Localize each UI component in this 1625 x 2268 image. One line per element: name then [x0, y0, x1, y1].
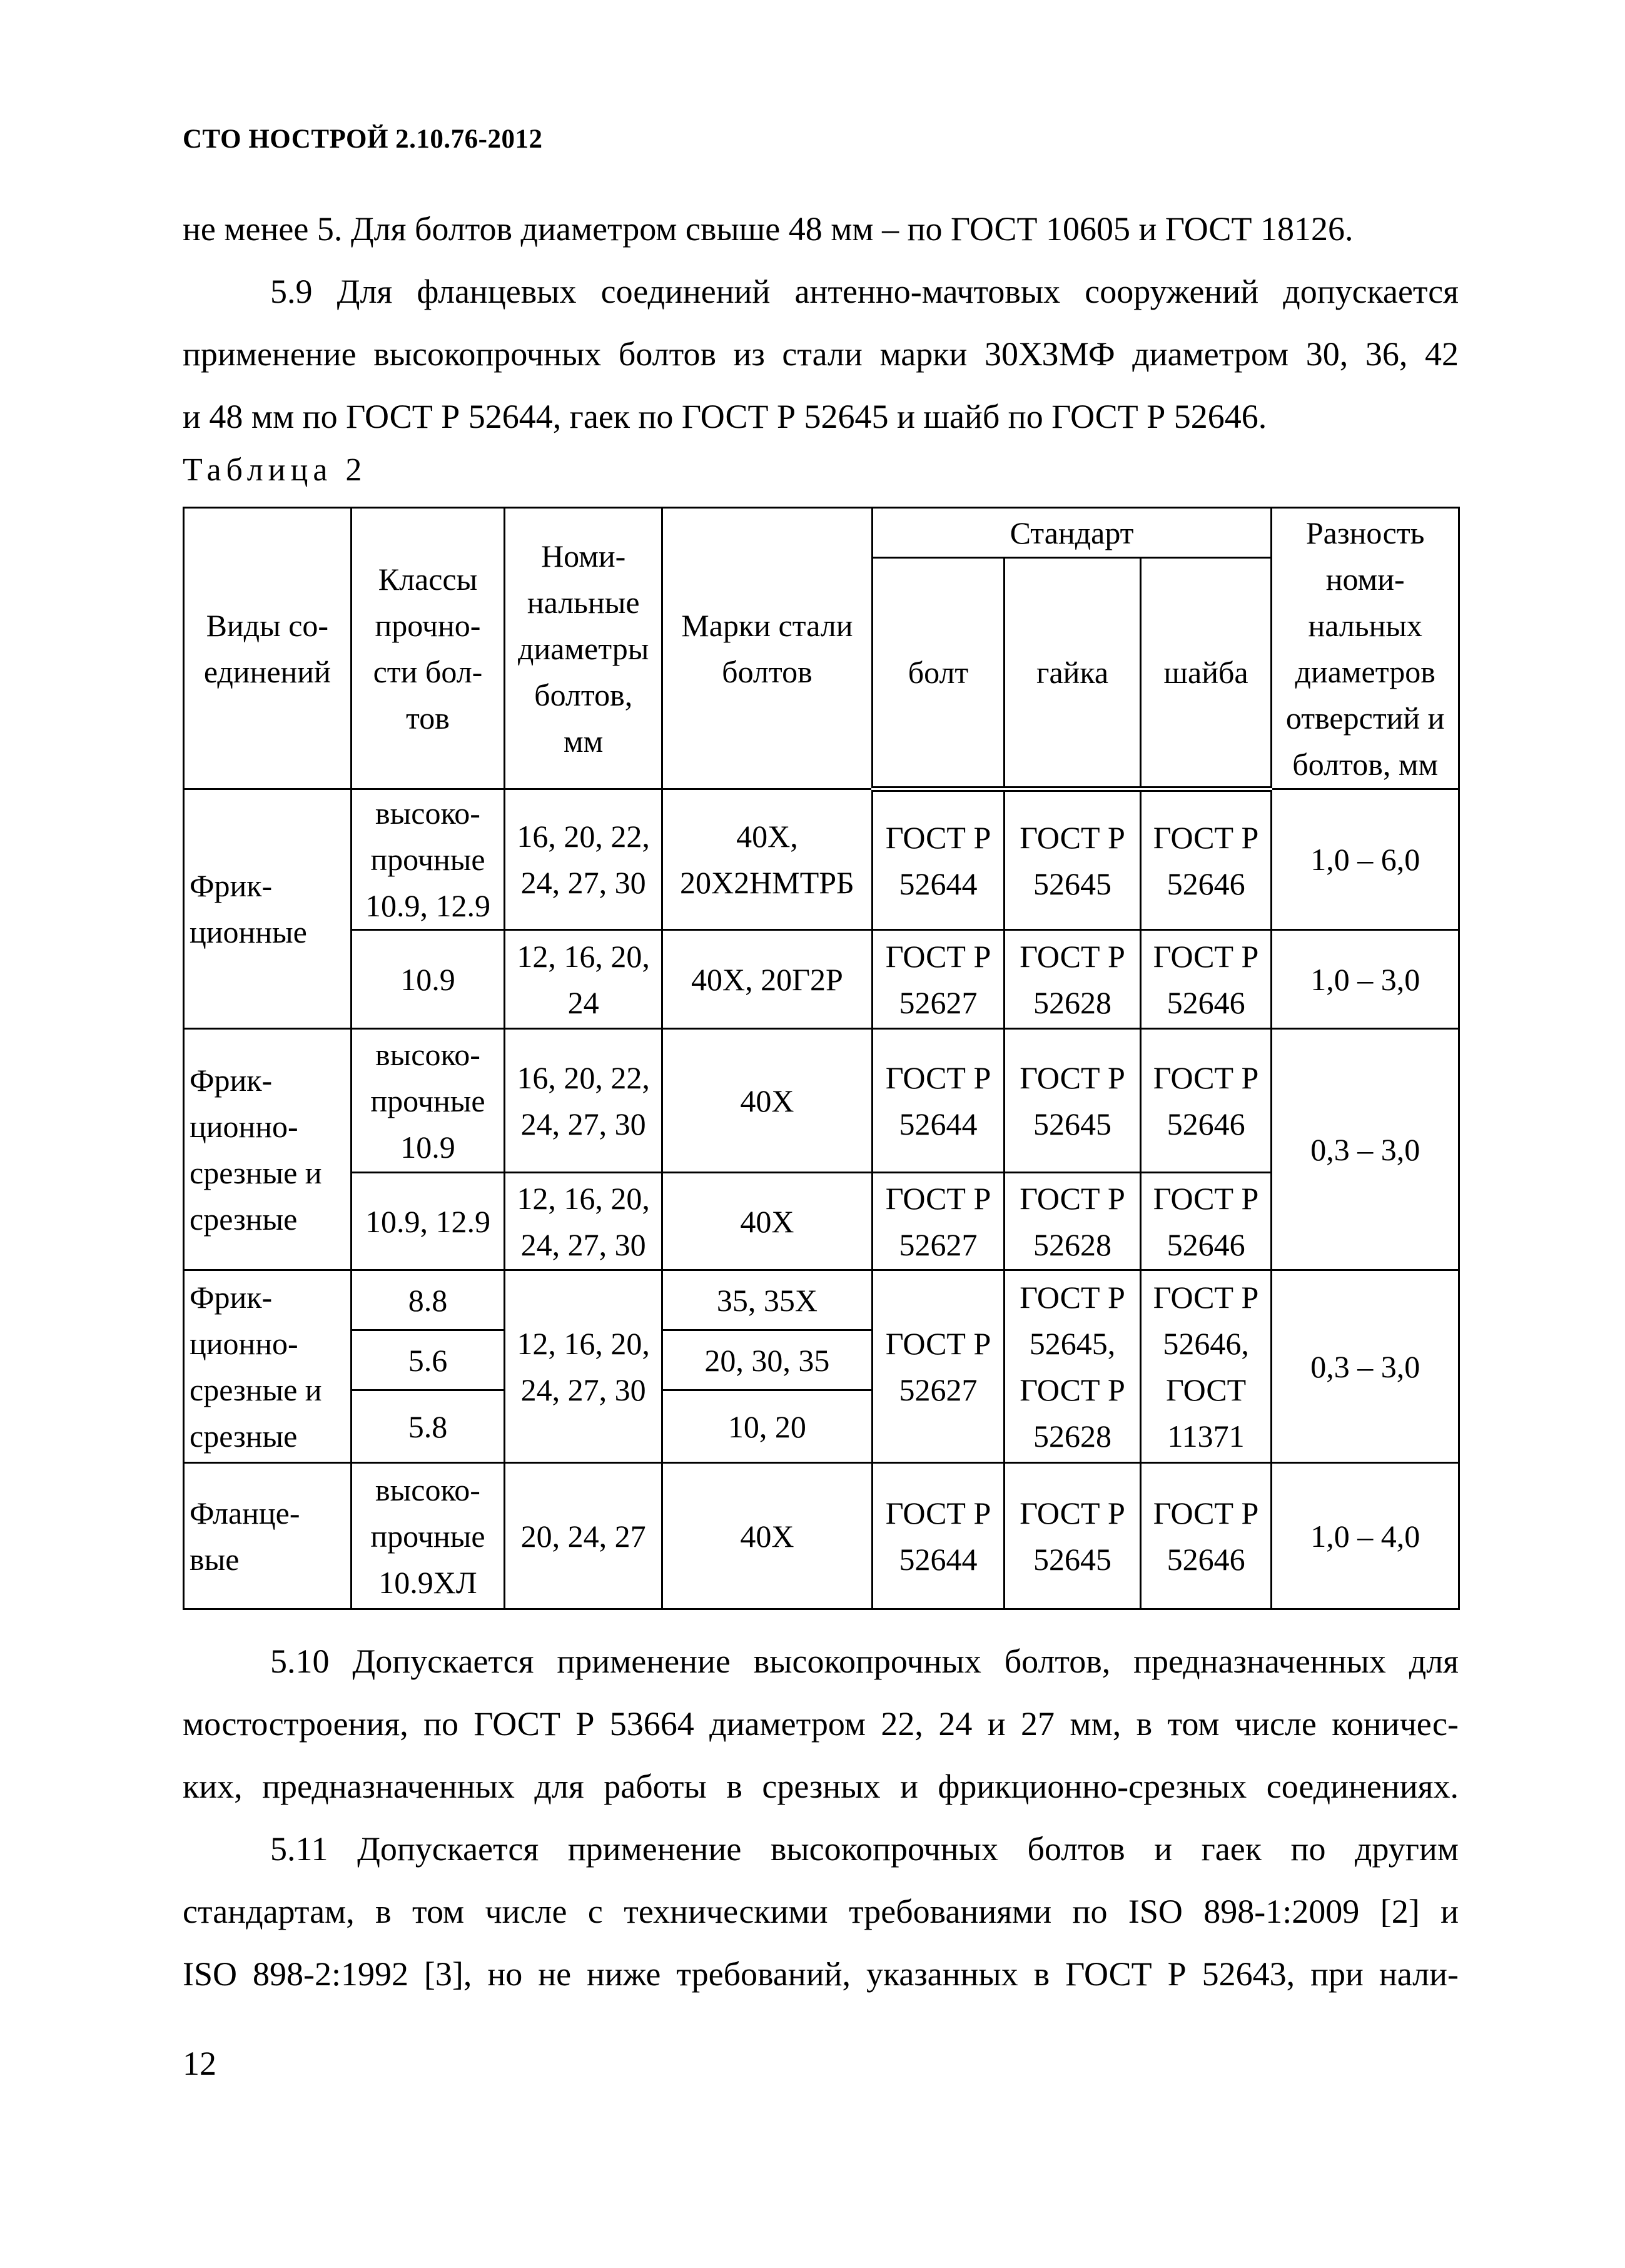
bolts-table	[183, 507, 1460, 1610]
bolt-standard-cell: ГОСТ Р 52644	[872, 1029, 1005, 1173]
bolt-standard-cell: ГОСТ Р 52627	[872, 1173, 1005, 1270]
steel-cell: 10, 20	[662, 1390, 873, 1463]
table-row	[184, 1173, 1459, 1270]
document-header: СТО НОСТРОЙ 2.10.76-2012	[183, 124, 543, 154]
steel-cell: 35, 35Х	[662, 1270, 873, 1330]
page-number: 12	[183, 2045, 216, 2082]
washer-standard-cell: ГОСТ Р 52646	[1140, 1173, 1272, 1270]
washer-standard-cell: ГОСТ Р 52646, ГОСТ 11371	[1140, 1270, 1272, 1463]
diff-cell: 1,0 – 4,0	[1272, 1463, 1459, 1609]
header-class: Классы прочно- сти бол- тов	[351, 508, 505, 789]
kind-cell: Фланце- вые	[184, 1463, 352, 1609]
diff-cell: 1,0 – 6,0	[1272, 789, 1459, 930]
paragraph-5-11-line-1: 5.11 Допускается применение высокопрочных болтов и гаек по другим	[270, 1830, 1459, 1868]
paragraph-5-11-line-2: стандартам, в том числе с техническими требованиями по ISO 898-1:2009 [2] и	[183, 1893, 1459, 1930]
nut-standard-cell: ГОСТ Р 52628	[1005, 1173, 1141, 1270]
diff-cell: 1,0 – 3,0	[1272, 930, 1459, 1029]
header-standard: Стандарт	[872, 508, 1272, 558]
table-row	[184, 1029, 1459, 1173]
diameter-cell: 16, 20, 22, 24, 27, 30	[505, 789, 662, 930]
washer-standard-cell: ГОСТ Р 52646	[1140, 1463, 1272, 1609]
bolt-standard-cell: ГОСТ Р 52644	[872, 789, 1005, 930]
class-cell: 5.8	[351, 1390, 505, 1463]
header-kind: Виды со- единений	[184, 508, 352, 789]
washer-standard-cell: ГОСТ Р 52646	[1140, 930, 1272, 1029]
class-cell: 10.9	[351, 930, 505, 1029]
paragraph-5-10-line-1: 5.10 Допускается применение высокопрочных болтов, предназначенных для	[270, 1643, 1459, 1680]
table-row	[184, 1463, 1459, 1609]
diff-cell: 0,3 – 3,0	[1272, 1270, 1459, 1463]
nut-standard-cell: ГОСТ Р 52645, ГОСТ Р 52628	[1005, 1270, 1141, 1463]
diff-cell: 0,3 – 3,0	[1272, 1029, 1459, 1270]
washer-standard-cell: ГОСТ Р 52646	[1140, 789, 1272, 930]
bolt-standard-cell: ГОСТ Р 52627	[872, 1270, 1005, 1463]
header-row-1	[184, 508, 1459, 558]
washer-standard-cell: ГОСТ Р 52646	[1140, 1029, 1272, 1173]
paragraph-5-10-line-3: ких, предназначенных для работы в срезных и фрикционно-срезных соединениях.	[183, 1768, 1459, 1805]
paragraph-5-10-line-2: мостостроения, по ГОСТ Р 53664 диаметром 22, 24 и 27 мм, в том числе коничес-	[183, 1705, 1459, 1743]
header-steel: Марки стали болтов	[662, 508, 873, 789]
diameter-cell: 12, 16, 20, 24, 27, 30	[505, 1270, 662, 1463]
diameter-cell: 16, 20, 22, 24, 27, 30	[505, 1029, 662, 1173]
header-diameter: Номи- нальные диаметры болтов, мм	[505, 508, 662, 789]
table-row	[184, 930, 1459, 1029]
paragraph-5-9-line-3: и 48 мм по ГОСТ Р 52644, гаек по ГОСТ Р 52645 и шайб по ГОСТ Р 52646.	[183, 398, 1267, 435]
class-cell: высоко- прочные 10.9, 12.9	[351, 789, 505, 930]
steel-cell: 40Х	[662, 1029, 873, 1173]
bolt-standard-cell: ГОСТ Р 52644	[872, 1463, 1005, 1609]
diameter-cell: 12, 16, 20, 24, 27, 30	[505, 1173, 662, 1270]
kind-cell: Фрик- ционные	[184, 789, 352, 1029]
paragraph-5-9-line-1: 5.9 Для фланцевых соединений антенно-мачтовых сооружений допускается	[270, 273, 1459, 310]
nut-standard-cell: ГОСТ Р 52645	[1005, 789, 1141, 930]
bolt-standard-cell: ГОСТ Р 52627	[872, 930, 1005, 1029]
steel-cell: 40Х	[662, 1463, 873, 1609]
diameter-cell: 12, 16, 20, 24	[505, 930, 662, 1029]
steel-cell: 20, 30, 35	[662, 1330, 873, 1390]
table-caption: Таблица 2	[183, 452, 367, 488]
diameter-cell: 20, 24, 27	[505, 1463, 662, 1609]
header-bolt: болт	[872, 558, 1005, 789]
table-row	[184, 789, 1459, 930]
header-washer: шайба	[1140, 558, 1272, 789]
steel-cell: 40Х, 20Х2НМТРБ	[662, 789, 873, 930]
steel-cell: 40Х, 20Г2Р	[662, 930, 873, 1029]
paragraph-5-11-line-3: ISO 898-2:1992 [3], но не ниже требований, указанных в ГОСТ Р 52643, при нали-	[183, 1955, 1459, 1993]
paragraph-5-9-line-2: применение высокопрочных болтов из стали марки 30ХЗМФ диаметром 30, 36, 42	[183, 335, 1459, 373]
nut-standard-cell: ГОСТ Р 52645	[1005, 1463, 1141, 1609]
paragraph-continuation: не менее 5. Для болтов диаметром свыше 48 мм – по ГОСТ 10605 и ГОСТ 18126.	[183, 210, 1354, 248]
class-cell: 5.6	[351, 1330, 505, 1390]
nut-standard-cell: ГОСТ Р 52645	[1005, 1029, 1141, 1173]
header-diff: Разность номи- нальных диаметров отверстий и болтов, мм	[1272, 508, 1459, 789]
class-cell: 8.8	[351, 1270, 505, 1330]
kind-cell: Фрик- ционно- срезные и срезные	[184, 1270, 352, 1463]
steel-cell: 40Х	[662, 1173, 873, 1270]
table-row	[184, 1270, 1459, 1330]
nut-standard-cell: ГОСТ Р 52628	[1005, 930, 1141, 1029]
kind-cell: Фрик- ционно- срезные и срезные	[184, 1029, 352, 1270]
class-cell: высоко- прочные 10.9	[351, 1029, 505, 1173]
header-nut: гайка	[1005, 558, 1141, 789]
class-cell: высоко- прочные 10.9ХЛ	[351, 1463, 505, 1609]
class-cell: 10.9, 12.9	[351, 1173, 505, 1270]
